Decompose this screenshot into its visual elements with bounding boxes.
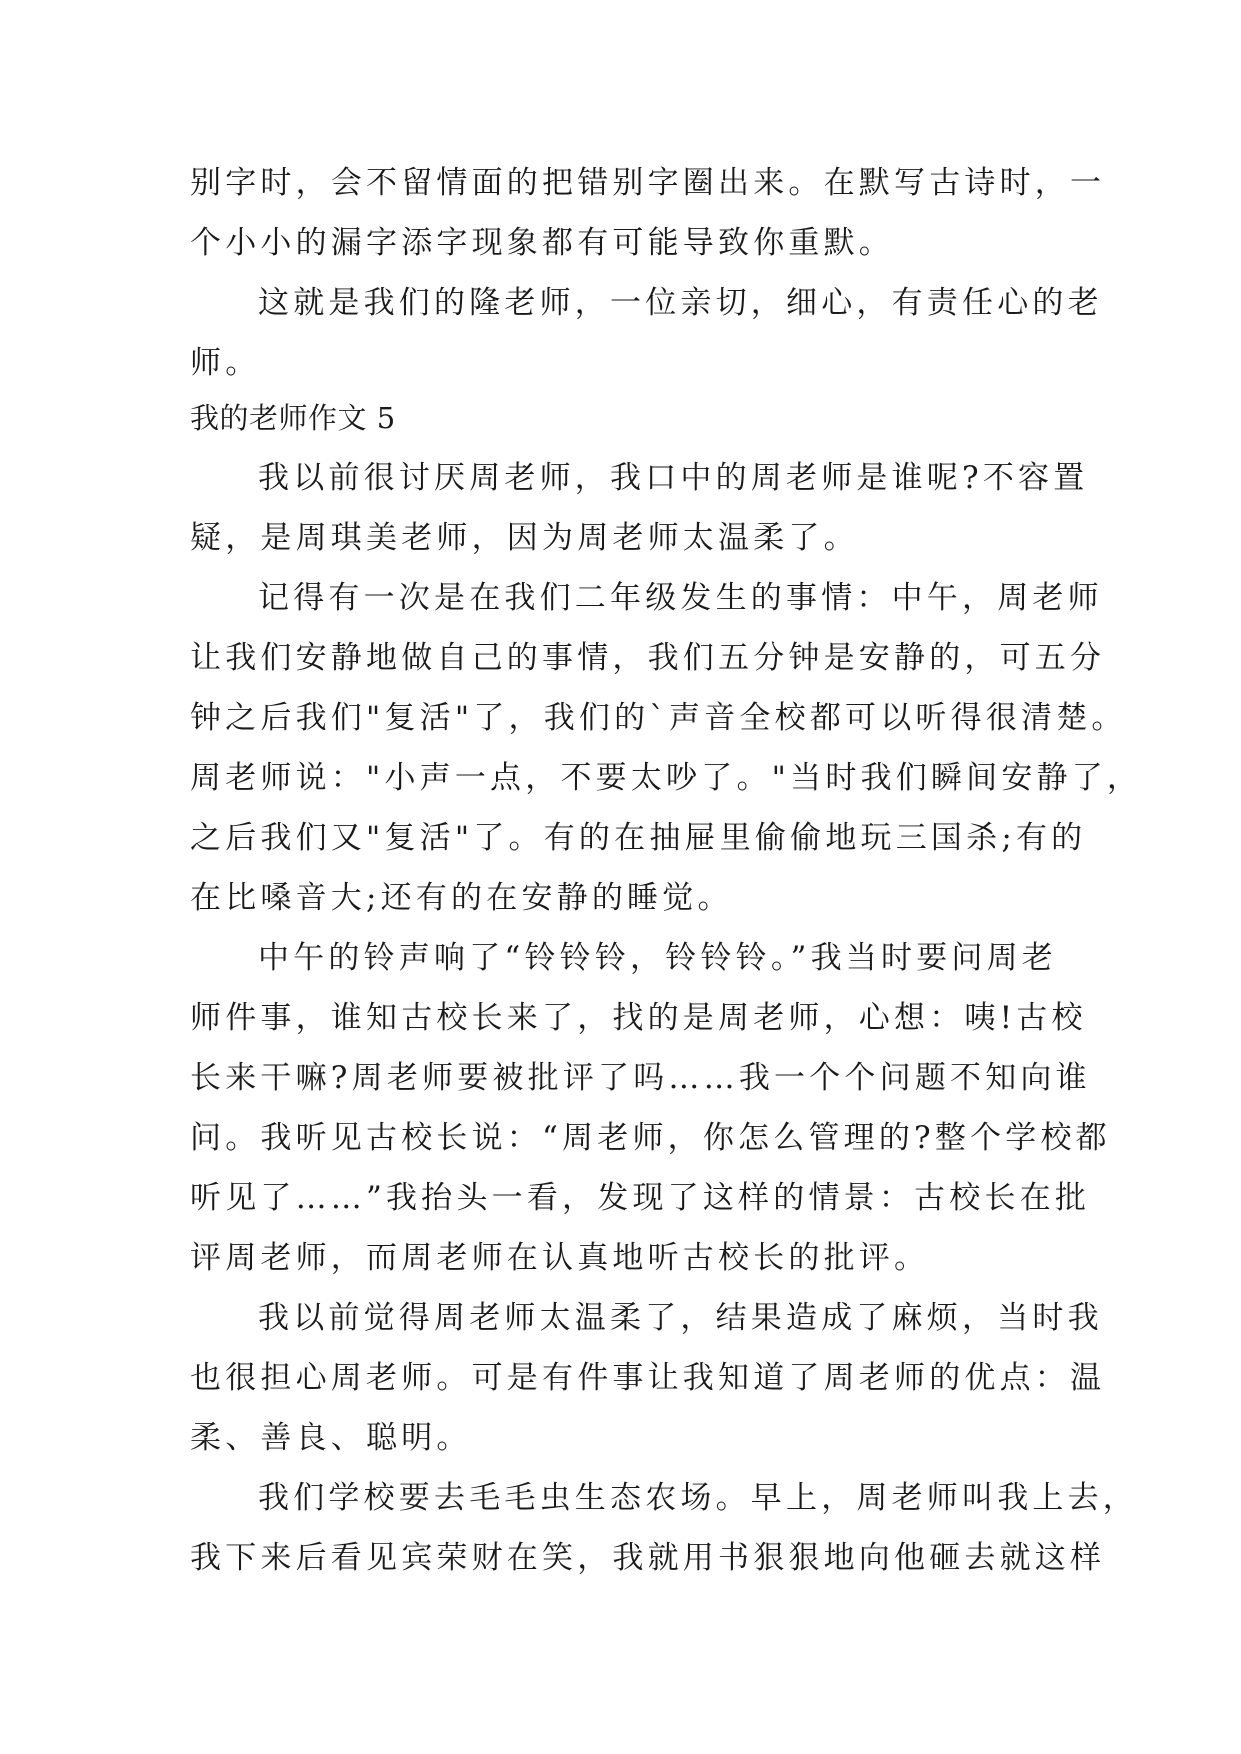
text-line: 在比嗓音大;还有的在安静的睡觉。 — [190, 880, 733, 916]
text-line: 我们学校要去毛毛虫生态农场。早上，周老师叫我上去， — [258, 1480, 1138, 1516]
section-heading: 我的老师作文 5 — [190, 401, 396, 435]
text-line: 师件事，谁知古校长来了，找的是周老师，心想：咦!古校 — [190, 1000, 1087, 1036]
text-line: 这就是我们的隆老师，一位亲切，细心，有责任心的老 — [258, 285, 1103, 321]
text-line: 中午的铃声响了“铃铃铃，铃铃铃。”我当时要问周老 — [258, 940, 1057, 976]
text-line: 师。 — [190, 345, 261, 381]
text-line: 听见了……”我抬头一看，发现了这样的情景：古校长在批 — [190, 1180, 1091, 1216]
text-line: 我以前很讨厌周老师，我口中的周老师是谁呢?不容置 — [258, 460, 1089, 496]
text-line: 别字时，会不留情面的把错别字圈出来。在默写古诗时，一 — [190, 165, 1106, 201]
text-line: 柔、善良、聪明。 — [190, 1420, 472, 1456]
text-line: 让我们安静地做自己的事情，我们五分钟是安静的，可五分 — [190, 640, 1106, 676]
text-line: 钟之后我们"复活"了，我们的`声音全校都可以听得很清楚。 — [190, 700, 1127, 736]
text-line: 之后我们又"复活"了。有的在抽屉里偷偷地玩三国杀;有的 — [190, 820, 1087, 856]
text-line: 我以前觉得周老师太温柔了，结果造成了麻烦，当时我 — [258, 1300, 1103, 1336]
text-line: 记得有一次是在我们二年级发生的事情：中午，周老师 — [258, 580, 1103, 616]
text-line: 周老师说："小声一点，不要太吵了。"当时我们瞬间安静了， — [190, 760, 1143, 796]
text-line: 评周老师，而周老师在认真地听古校长的批评。 — [190, 1240, 930, 1276]
text-line: 问。我听见古校长说：“周老师，你怎么管理的?整个学校都 — [190, 1120, 1111, 1156]
text-line: 也很担心周老师。可是有件事让我知道了周老师的优点：温 — [190, 1360, 1106, 1396]
text-line: 疑，是周琪美老师，因为周老师太温柔了。 — [190, 520, 859, 556]
text-line: 个小小的漏字添字现象都有可能导致你重默。 — [190, 225, 894, 261]
text-line: 长来干嘛?周老师要被批评了吗……我一个个问题不知向谁 — [190, 1060, 1091, 1096]
text-line: 我下来后看见宾荣财在笑，我就用书狠狠地向他砸去就这样 — [190, 1540, 1106, 1576]
